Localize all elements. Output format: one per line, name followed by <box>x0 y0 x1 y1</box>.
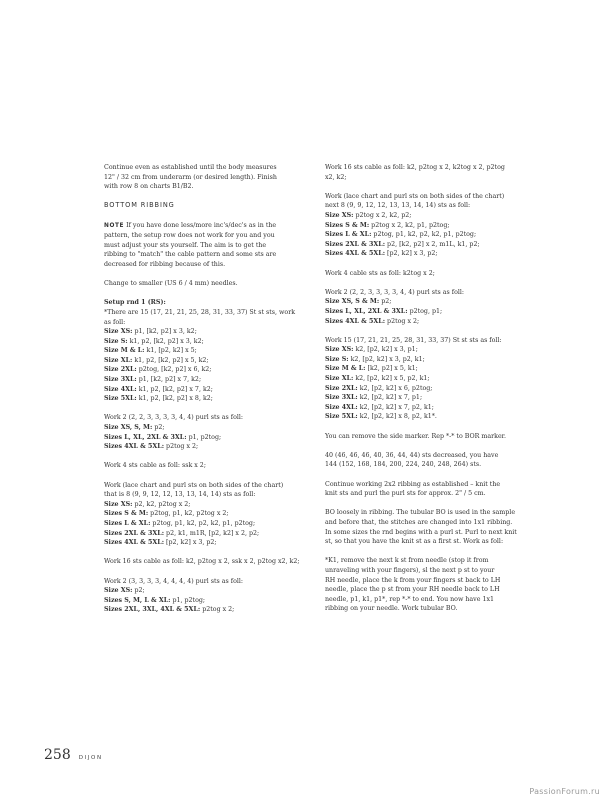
size-line <box>104 365 332 375</box>
size-line <box>104 337 332 347</box>
text-line: You can remove the side marker. Rep *-* to BOR marker. <box>325 432 506 440</box>
text-line: Work 4 cable sts as foll: k2tog x 2; <box>325 269 435 277</box>
lace-paragraph <box>104 481 332 548</box>
size-label: Sizes S, M, L & XL: <box>104 596 171 604</box>
size-text: [p2, k2] x 3, p2; <box>164 539 217 547</box>
size-label: Size XS, S, M: <box>104 424 153 432</box>
size-line <box>325 230 553 240</box>
size-line <box>325 364 553 374</box>
text-line: RH needle, place the k from your fingers st back to LH <box>325 576 501 584</box>
section-heading: BOTTOM RIBBING <box>104 201 175 210</box>
left-column <box>104 163 332 625</box>
text-line: x2, k2; <box>325 173 347 181</box>
size-text: p1, p2tog; <box>186 433 222 441</box>
text-line: that is 8 (9, 9, 12, 12, 13, 13, 14, 14) sts as foll: <box>104 491 256 499</box>
size-text: p1, [k2, p2] x 7, k2; <box>136 376 202 384</box>
text-line: 40 (46, 46, 46, 40, 36, 44, 44) sts decreased, you have <box>325 451 499 459</box>
text-line: as foll: <box>104 318 126 326</box>
note-label: NOTE <box>104 222 125 229</box>
size-label: Size 5XL: <box>325 413 358 421</box>
text-line: Work (lace chart and purl sts on both sides of the chart) <box>104 481 284 489</box>
size-line <box>104 509 332 519</box>
size-line <box>104 442 332 452</box>
size-text: p2tog, [k2, p2] x 6, k2; <box>136 366 212 374</box>
size-label: Sizes 2XL & 3XL: <box>325 240 386 248</box>
size-text: p2tog, p1; <box>407 307 443 315</box>
right-column <box>325 163 553 624</box>
work-purl-paragraph <box>104 413 332 451</box>
text-line: st, so that you have the knit st as a first st. Work as foll: <box>325 538 504 546</box>
work-cable16-paragraph <box>104 557 332 567</box>
size-label: Size 3XL: <box>104 376 137 384</box>
text-line: unraveling with your fingers), sl the next p st to your <box>325 566 495 574</box>
text-line: knit sts and purl the purl sts for approx. 2" / 5 cm. <box>325 490 486 498</box>
text-line: 12" / 32 cm from underarm (or desired length). Finish <box>104 173 277 181</box>
text-line: Continue even as established until the body measures <box>104 164 277 171</box>
text-line: *K1, remove the next k st from needle (stop it from <box>325 557 489 565</box>
decreased-paragraph <box>325 451 553 470</box>
text-line: Work 16 sts cable as foll: k2, p2tog x 2, k2tog x 2, p2tog <box>325 164 505 171</box>
size-text: k1, p2, [k2, p2] x 5, k2; <box>132 356 209 364</box>
footer-brand: DIJON <box>78 755 103 761</box>
text-line: Continue working 2x2 ribbing as established – knit the <box>325 480 501 488</box>
text-line: must adjust your sts yourself. The aim is to get the <box>104 241 267 249</box>
size-line <box>325 240 553 250</box>
text-line: Work 2 (2, 2, 3, 3, 3, 3, 4, 4) purl sts as foll: <box>325 288 465 296</box>
size-text: p2, [k2, p2] x 2, m1L, k1, p2; <box>385 240 480 248</box>
text-line: In some sizes the rnd begins with a purl st. Purl to next knit <box>325 528 517 536</box>
size-label: Size 2XL: <box>325 384 358 392</box>
size-text: p2tog, p1, k2, p2, k2, p1, p2tog; <box>371 231 477 239</box>
size-text: p2tog x 2; <box>164 443 199 451</box>
size-text: p1, [k2, p2] x 3, k2; <box>132 328 197 336</box>
watermark: PassionForum.ru <box>529 787 600 796</box>
size-label: Size XS: <box>325 211 354 219</box>
size-line <box>104 596 332 606</box>
size-label: Sizes S & M: <box>104 510 149 518</box>
size-line <box>325 297 553 307</box>
size-line <box>104 605 332 615</box>
size-line <box>104 346 332 356</box>
work-stst-paragraph <box>325 336 553 422</box>
text-line: *There are 15 (17, 21, 21, 25, 28, 31, 33, 37) St st sts, work <box>104 308 296 316</box>
text-line: Work 4 sts cable as foll: ssk x 2; <box>104 462 206 470</box>
size-label: Sizes 4XL & 5XL: <box>325 250 386 258</box>
size-line <box>104 586 332 596</box>
text-line: needle, p1, k1, p1*, rep *-* to end. You now have 1x1 <box>325 595 495 603</box>
size-line <box>325 374 553 384</box>
size-label: Sizes L, XL, 2XL & 3XL: <box>325 307 408 315</box>
text-line <box>104 221 332 232</box>
size-line <box>104 433 332 443</box>
work-cable-paragraph <box>325 269 553 279</box>
size-line <box>104 538 332 548</box>
text-line: pattern, the setup row does not work for you and you <box>104 232 275 240</box>
size-label: Size 4XL: <box>325 403 358 411</box>
size-text: [k2, p2] x 5, k1; <box>365 365 418 373</box>
text-line: Work 2 (2, 2, 3, 3, 3, 3, 4, 4) purl sts as foll: <box>104 414 244 422</box>
size-label: Sizes S & M: <box>325 221 370 229</box>
size-label: Size 4XL: <box>104 385 137 393</box>
size-line <box>104 500 332 510</box>
size-line <box>104 529 332 539</box>
page-footer <box>44 747 103 763</box>
size-line <box>104 423 332 433</box>
size-text: p2; <box>132 587 145 595</box>
size-text: p2, k2, p2tog x 2; <box>132 500 191 508</box>
size-text: p2tog x 2; <box>385 317 420 325</box>
text-line: next 8 (9, 9, 12, 12, 13, 13, 14, 14) sts as foll: <box>325 202 471 210</box>
size-label: Size S: <box>104 337 128 345</box>
size-text: p2; <box>379 298 392 306</box>
size-label: Sizes 4XL & 5XL: <box>104 539 165 547</box>
size-label: Size 3XL: <box>325 394 358 402</box>
size-label: Size S: <box>325 355 349 363</box>
text-line: needle, place the p st from your RH needle back to LH <box>325 586 500 594</box>
size-line <box>104 394 332 404</box>
size-line <box>325 317 553 327</box>
size-label: Size 5XL: <box>104 395 137 403</box>
size-label: Sizes 2XL & 3XL: <box>104 529 165 537</box>
setup-round-paragraph <box>104 298 332 404</box>
continue-ribbing-paragraph <box>325 480 553 499</box>
size-label: Sizes 4XL & 5XL: <box>104 443 165 451</box>
size-text: k2, [p2, k2] x 3, p2, k1; <box>348 355 425 363</box>
bind-off-paragraph <box>325 508 553 546</box>
size-label: Size XS, S & M: <box>325 298 380 306</box>
intro-paragraph <box>104 163 332 192</box>
size-label: Sizes 2XL, 3XL, 4XL & 5XL: <box>104 606 201 614</box>
size-text: p2tog, p1, k2, p2, k2, p1, p2tog; <box>150 519 256 527</box>
size-label: Size XS: <box>104 500 133 508</box>
size-label: Sizes L & XL: <box>104 519 151 527</box>
size-text: p2tog x 2, k2, p2; <box>353 211 412 219</box>
size-line <box>325 307 553 317</box>
size-line <box>104 519 332 529</box>
size-line <box>325 345 553 355</box>
text-line: with row 8 on charts B1/B2. <box>104 183 194 191</box>
text-line: and before that, the stitches are changed into 1x1 ribbing. <box>325 518 513 526</box>
note-text: If you have done less/more inc's/dec's as in the <box>126 221 277 229</box>
size-label: Size M & L: <box>325 365 366 373</box>
size-text: k1, [p2, k2] x 5; <box>144 347 197 355</box>
text-line: BO loosely in ribbing. The tubular BO is used in the sample <box>325 509 516 517</box>
size-line <box>325 412 553 422</box>
change-needles-paragraph <box>104 279 332 289</box>
size-line <box>325 403 553 413</box>
size-label: Size M & L: <box>104 347 145 355</box>
size-line <box>325 221 553 231</box>
text-line: Work 15 (17, 21, 21, 25, 28, 31, 33, 37) St st sts as foll: <box>325 336 502 344</box>
size-label: Sizes L, XL, 2XL & 3XL: <box>104 433 187 441</box>
text-line: Work 2 (3, 3, 3, 3, 4, 4, 4, 4) purl sts as foll: <box>104 577 244 585</box>
size-line <box>104 356 332 366</box>
size-label: Size XL: <box>104 356 133 364</box>
size-text: p2tog, p1, k2, p2tog x 2; <box>148 510 229 518</box>
remove-marker-paragraph <box>325 432 553 442</box>
size-label: Sizes L & XL: <box>325 231 372 239</box>
size-line <box>325 249 553 259</box>
text-line: Work 16 sts cable as foll: k2, p2tog x 2, ssk x 2, p2tog x2, k2; <box>104 558 300 566</box>
size-label: Size XS: <box>325 346 354 354</box>
size-text: k1, p2, [k2, p2] x 3, k2; <box>127 337 204 345</box>
text-line: decreased for ribbing because of this. <box>104 260 226 268</box>
work-purl2-paragraph <box>104 577 332 615</box>
size-line <box>104 385 332 395</box>
size-text: k2, [p2, k2] x 3, p1; <box>353 346 418 354</box>
text-line: Change to smaller (US 6 / 4 mm) needles. <box>104 280 238 288</box>
size-text: p2; <box>152 424 165 432</box>
text-line: Work (lace chart and purl sts on both sides of the chart) <box>325 192 505 200</box>
size-text: k2, [p2, k2] x 7, p1; <box>357 394 423 402</box>
work-cable-paragraph <box>104 461 332 471</box>
lace-paragraph <box>325 192 553 259</box>
size-text: k1, p2, [k2, p2] x 8, k2; <box>136 395 213 403</box>
size-label: Size XS: <box>104 328 133 336</box>
size-line <box>325 211 553 221</box>
work-cable16-paragraph <box>325 163 553 182</box>
size-label: Size XS: <box>104 587 133 595</box>
size-label: Size 2XL: <box>104 366 137 374</box>
size-label: Sizes 4XL & 5XL: <box>325 317 386 325</box>
size-text: k2, [p2, k2] x 6, p2tog; <box>357 384 433 392</box>
page-number: 258 <box>44 747 71 763</box>
size-label: Size XL: <box>325 375 354 383</box>
note-paragraph <box>104 221 332 270</box>
size-text: [p2, k2] x 3, p2; <box>385 250 438 258</box>
size-text: k2, [p2, k2] x 8, p2, k1*. <box>357 413 437 421</box>
tubular-bo-paragraph <box>325 556 553 614</box>
size-text: p2tog x 2; <box>200 606 235 614</box>
size-text: k1, p2, [k2, p2] x 7, k2; <box>136 385 213 393</box>
size-line <box>104 327 332 337</box>
size-line <box>104 375 332 385</box>
setup-round-title: Setup rnd 1 (RS): <box>104 299 166 307</box>
size-line <box>325 355 553 365</box>
size-text: p1, p2tog; <box>170 596 206 604</box>
size-line <box>325 384 553 394</box>
work-purl-paragraph <box>325 288 553 326</box>
size-text: k2, [p2, k2] x 5, p2, k1; <box>353 375 430 383</box>
text-line: ribbing to "match" the cable pattern and some sts are <box>104 251 277 259</box>
size-text: p2tog x 2, k2, p1, p2tog; <box>369 221 450 229</box>
size-line <box>325 393 553 403</box>
text-line: ribbing on your needle. Work tubular BO. <box>325 605 458 613</box>
size-text: k2, [p2, k2] x 7, p2, k1; <box>357 403 434 411</box>
text-line: 144 (152, 168, 184, 200, 224, 240, 248, 264) sts. <box>325 461 482 469</box>
size-text: p2, k1, m1R, [p2, k2] x 2, p2; <box>164 529 260 537</box>
